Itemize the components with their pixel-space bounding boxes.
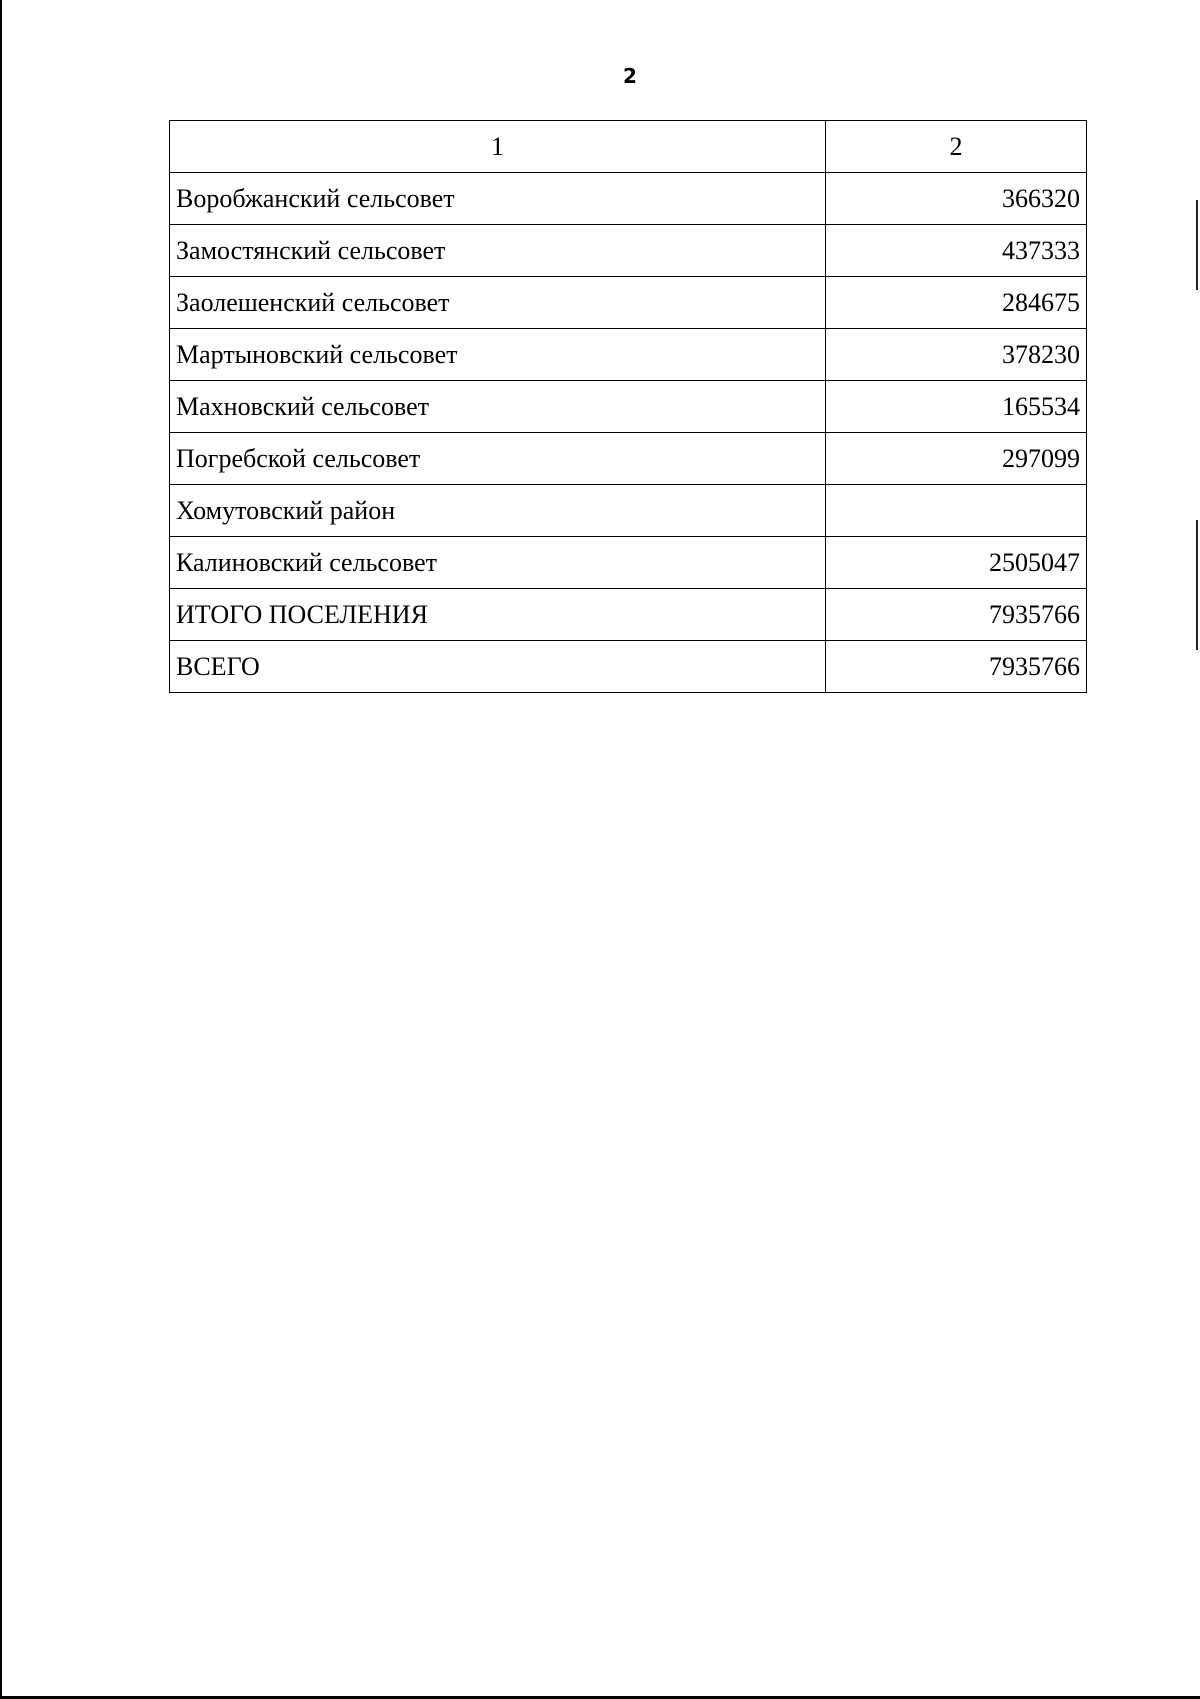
amount-value: 366320: [826, 173, 1087, 225]
amount-value: [826, 485, 1087, 537]
column-header: 1: [170, 121, 826, 173]
total-value: 7935766: [826, 641, 1087, 693]
amount-value: 437333: [826, 225, 1087, 277]
settlement-name: Махновский сельсовет: [170, 381, 826, 433]
settlement-name: Заолешенский сельсовет: [170, 277, 826, 329]
amount-value: 378230: [826, 329, 1087, 381]
settlement-name: Замостянский сельсовет: [170, 225, 826, 277]
column-header: 2: [826, 121, 1087, 173]
page-number: 2: [623, 64, 637, 88]
district-name: Хомутовский район: [170, 485, 826, 537]
table-row: [170, 537, 1087, 589]
table-row: [170, 277, 1087, 329]
settlement-name: Воробжанский сельсовет: [170, 173, 826, 225]
table-header-row: [170, 121, 1087, 173]
subtotal-value: 7935766: [826, 589, 1087, 641]
settlement-name: Калиновский сельсовет: [170, 537, 826, 589]
allocation-table: [169, 120, 1087, 693]
table-row: [170, 433, 1087, 485]
table-row: [170, 485, 1087, 537]
table-row: [170, 225, 1087, 277]
table-row: [170, 641, 1087, 693]
scan-edge-mark: [1196, 200, 1198, 290]
amount-value: 165534: [826, 381, 1087, 433]
subtotal-label: ИТОГО ПОСЕЛЕНИЯ: [170, 589, 826, 641]
amount-value: 2505047: [826, 537, 1087, 589]
amount-value: 284675: [826, 277, 1087, 329]
settlement-name: Мартыновский сельсовет: [170, 329, 826, 381]
table-row: [170, 589, 1087, 641]
settlement-name: Погребской сельсовет: [170, 433, 826, 485]
total-label: ВСЕГО: [170, 641, 826, 693]
table-row: [170, 381, 1087, 433]
amount-value: 297099: [826, 433, 1087, 485]
table-row: [170, 329, 1087, 381]
table-row: [170, 173, 1087, 225]
scan-edge-mark: [1196, 520, 1198, 650]
